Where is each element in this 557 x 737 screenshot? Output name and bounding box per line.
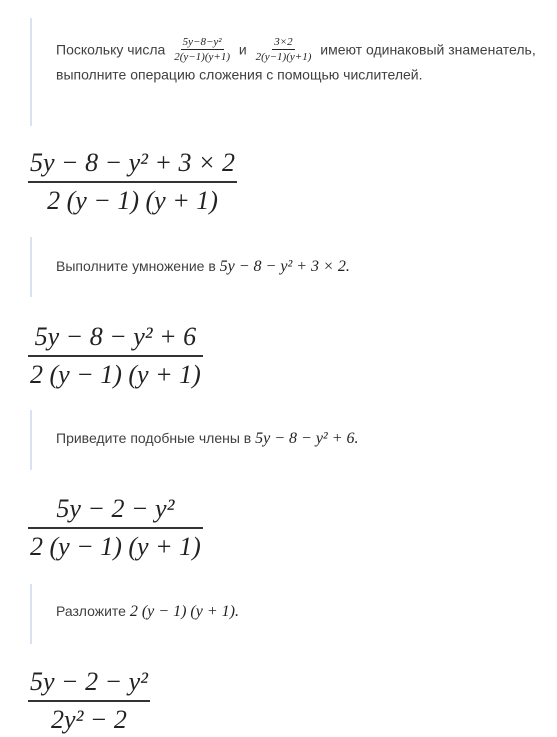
step-explanation-1 (30, 18, 540, 126)
step-3-math: 5y − 8 − y² + 6. (255, 430, 359, 447)
fraction-a-numerator: 5y−8−y² (182, 36, 222, 48)
fraction-a-denominator: 2(y−1)(y+1) (174, 51, 230, 63)
result-3-numerator: 5y − 2 − y² (56, 494, 175, 523)
result-1-numerator: 5y − 8 − y² + 3 × 2 (30, 148, 236, 177)
step-explanation-2 (30, 237, 540, 297)
fraction-b-numerator: 3×2 (274, 36, 293, 48)
result-fraction-1 (28, 148, 237, 216)
result-fraction-3 (28, 494, 203, 562)
step-2-math: 5y − 8 − y² + 3 × 2. (219, 258, 350, 275)
inline-fraction-b (254, 36, 314, 63)
inline-fraction-a (172, 36, 232, 63)
result-2-numerator: 5y − 8 − y² + 6 (34, 322, 197, 351)
step-1-text-before: Поскольку числа (56, 41, 166, 58)
result-2-denominator: 2 (y − 1) (y + 1) (30, 360, 201, 389)
step-4-math: 2 (y − 1) (y + 1). (129, 603, 239, 620)
step-3-text: Приведите подобные члены в (56, 430, 252, 446)
step-1-text-and: и (238, 41, 247, 58)
step-4-text: Разложите (56, 603, 126, 619)
result-fraction-2 (28, 322, 203, 390)
fraction-b-denominator: 2(y−1)(y+1) (255, 51, 312, 63)
step-2-text: Выполните умножение в (56, 258, 216, 274)
step-1-text-after: имеют одинаковый знаменатель, выполните операцию сложения с помощью числителей. (56, 41, 536, 83)
result-4-denominator: 2y² − 2 (51, 705, 127, 734)
step-explanation-3 (30, 410, 540, 470)
result-3-denominator: 2 (y − 1) (y + 1) (30, 532, 201, 561)
step-explanation-4 (30, 584, 540, 644)
result-fraction-4 (28, 667, 150, 735)
result-4-numerator: 5y − 2 − y² (30, 667, 148, 696)
result-1-denominator: 2 (y − 1) (y + 1) (47, 186, 218, 215)
